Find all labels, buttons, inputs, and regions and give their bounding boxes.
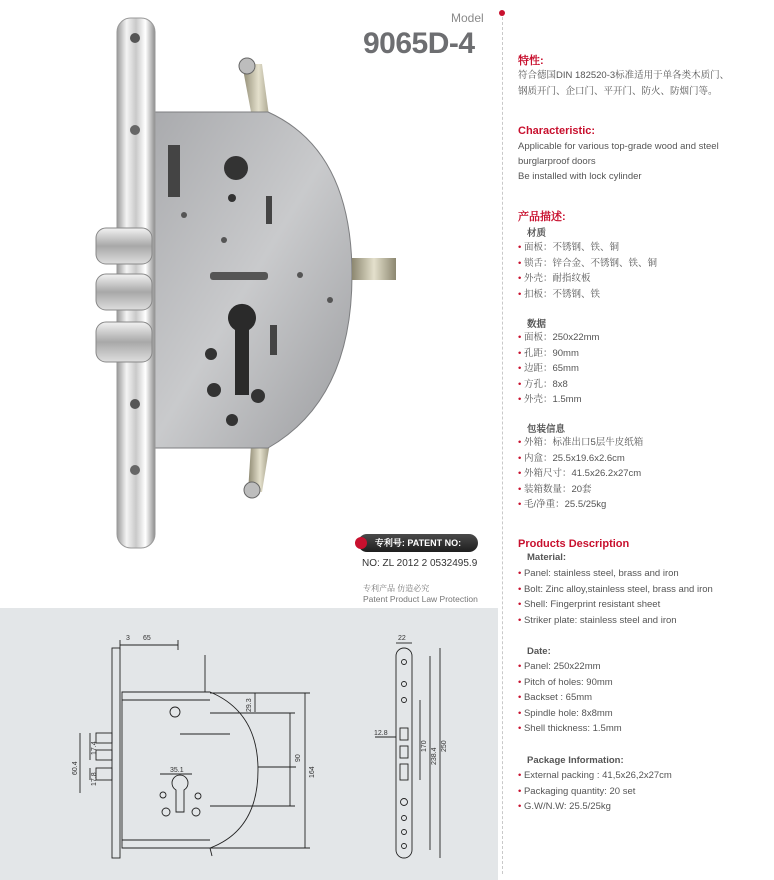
body-slot: [168, 145, 180, 197]
dim-90: 90: [295, 754, 302, 762]
rod-screw: [239, 58, 255, 74]
list-item: • G.W/N.W: 25.5/25kg: [518, 801, 611, 812]
package-cn-list: [518, 435, 643, 513]
list-item: • 外箱尺寸：41.5x26.2x27cm: [518, 468, 642, 479]
side-lock-body: [122, 692, 258, 848]
list-item: • 装箱数量：20套: [518, 483, 592, 495]
list-item: • 边距：65mm: [518, 363, 579, 374]
front-faceplate: [396, 648, 412, 858]
list-item: • Backset : 65mm: [518, 692, 593, 703]
dim-250: 250: [441, 740, 448, 752]
body-hole: [226, 414, 238, 426]
rivet: [181, 212, 187, 218]
material-cn-list: [518, 240, 657, 302]
body-slot: [210, 272, 268, 280]
list-item: • 外壳：1.5mm: [518, 394, 582, 405]
package-en-list: [518, 768, 672, 815]
list-item: • Striker plate: stainless steel and iron: [518, 614, 677, 626]
list-item: • 外箱：标准出口5层牛皮纸箱: [518, 437, 644, 448]
dim-12-8: 12.8: [374, 730, 388, 737]
dim-60-4: 60.4: [72, 761, 79, 775]
column-divider: [502, 12, 503, 874]
body-hole: [205, 348, 217, 360]
material-cn-title: 材质: [527, 228, 547, 239]
dim-238-4: 238.4: [431, 747, 438, 765]
list-item: • 方孔：8x8: [518, 378, 568, 390]
model-label: Model: [451, 11, 484, 25]
characteristic-line: Be installed with lock cylinder: [518, 171, 642, 182]
faceplate-screw-hole: [130, 399, 140, 409]
dim-164: 164: [309, 766, 316, 778]
list-item: • 扣板：不锈钢、铁: [518, 288, 600, 300]
dim-17-4: 17.4: [91, 741, 98, 755]
technical-drawing: [0, 608, 498, 880]
data-cn-title: 数据: [527, 319, 547, 330]
lock-product-photo: [90, 14, 420, 554]
list-item: • Shell thickness: 1.5mm: [518, 723, 622, 734]
body-slot: [266, 196, 272, 224]
list-item: • Shell: Fingerprint resistant sheet: [518, 599, 661, 610]
dim-3: 3: [126, 635, 130, 642]
features-cn-line: 符合德国DIN 182520-3标准适用于单各类木质门、: [518, 70, 730, 81]
rivet: [327, 297, 333, 303]
characteristic-line: burglarproof doors: [518, 156, 596, 167]
product-desc-en-title: Products Description: [518, 538, 630, 550]
list-item: • Bolt: Zinc alloy,stainless steel, brass and iron: [518, 583, 713, 595]
package-en-title: Package Information:: [527, 755, 624, 766]
list-item: • 毛/净重：25.5/25kg: [518, 499, 607, 510]
data-cn-list: [518, 330, 599, 408]
features-cn-title: 特性:: [518, 55, 544, 67]
bolt: [96, 322, 152, 362]
data-en-list: [518, 659, 622, 737]
list-item: • 面板：不锈钢、铁、铜: [518, 242, 619, 253]
list-item: • Panel: 250x22mm: [518, 661, 601, 672]
features-cn-text: [518, 68, 729, 100]
material-en-list: [518, 566, 713, 628]
rivet: [221, 237, 227, 243]
product-desc-cn-title: 产品描述:: [518, 211, 566, 223]
faceplate-screw-hole: [130, 33, 140, 43]
list-item: • Pitch of holes: 90mm: [518, 676, 613, 688]
list-item: • External packing : 41,5x26,2x27cm: [518, 770, 672, 781]
faceplate-screw-hole: [130, 465, 140, 475]
list-item: • 外壳：耐指纹板: [518, 273, 591, 284]
body-hole: [251, 389, 265, 403]
body-hole: [224, 156, 248, 180]
rod-screw: [244, 482, 260, 498]
spindle: [352, 258, 396, 280]
dim-170: 170: [421, 740, 428, 752]
model-number: 9065D-4: [363, 27, 475, 60]
body-slot: [270, 325, 277, 355]
dim-17-8: 17.8: [91, 772, 98, 786]
patent-note-cn: 专利产品 仿造必究: [363, 584, 430, 593]
list-item: • Packaging quantity: 20 set: [518, 785, 636, 797]
list-item: • Spindle hole: 8x8mm: [518, 707, 613, 719]
list-item: • 内盒：25.5x19.6x2.6cm: [518, 452, 625, 464]
dim-29-3: 29.3: [246, 698, 253, 712]
bolt: [96, 274, 152, 310]
list-item: • 孔距：90mm: [518, 347, 579, 359]
list-item: • 面板：250x22mm: [518, 332, 600, 343]
rivet: [297, 272, 303, 278]
body-hole: [228, 194, 236, 202]
body-hole: [207, 383, 221, 397]
bolt: [96, 228, 152, 264]
patent-note-en: Patent Product Law Protection: [363, 594, 478, 604]
side-faceplate: [112, 648, 120, 858]
dim-65: 65: [143, 635, 151, 642]
characteristic-line: Applicable for various top-grade wood and steel: [518, 141, 719, 152]
material-en-title: Material:: [527, 552, 567, 563]
characteristic-text: [518, 139, 719, 184]
characteristic-title: Characteristic:: [518, 125, 596, 137]
dim-35-1: 35.1: [170, 767, 184, 774]
divider-dot: [499, 10, 505, 16]
patent-number: NO: ZL 2012 2 0532495.9: [362, 558, 478, 569]
package-cn-title: 包装信息: [527, 424, 566, 435]
data-en-title: Date:: [527, 646, 551, 657]
list-item: • 锁舌：锌合金、不锈钢、铁、铜: [518, 257, 657, 269]
dim-22: 22: [398, 635, 406, 642]
faceplate-screw-hole: [130, 125, 140, 135]
patent-badge: 专利号: PATENT NO:: [358, 534, 478, 552]
features-cn-line: 钢质开门、企口门、平开门、防火、防烟门等。: [518, 86, 718, 97]
list-item: • Panel: stainless steel, brass and iron: [518, 568, 679, 579]
